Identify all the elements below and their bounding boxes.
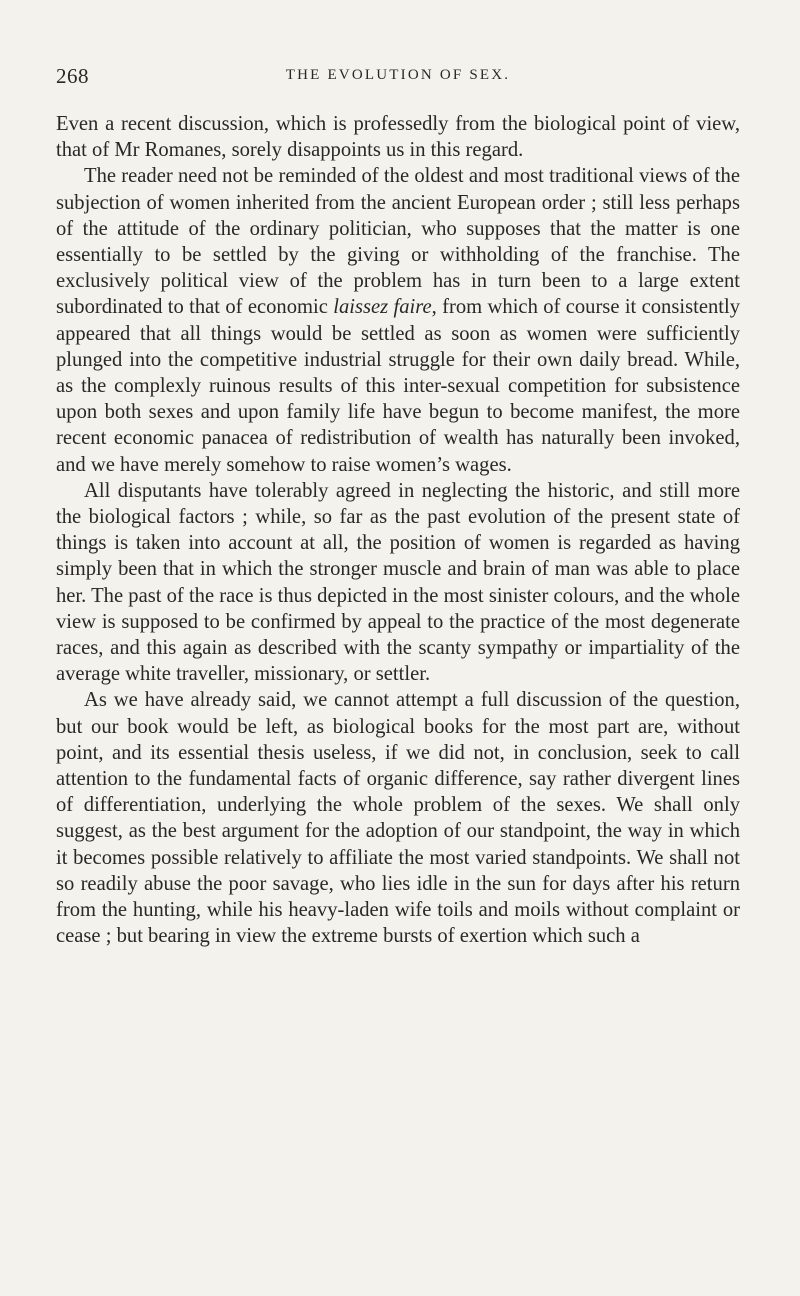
body-text [56,111,740,950]
page-header [56,64,740,94]
paragraph-2-start: The reader need not be reminded of the oldest and most traditional views of the subjection of women inherited from the ancient European order ; still less perhaps of the attitude of the ordinary politician, who supposes that the matter is one essentially to be settled by the giving or withholding of the franchise. The exclusively political view of the problem has in turn been to a large extent subordinated to that of economic [56,165,740,319]
page-number: 268 [56,64,89,88]
running-head: THE EVOLUTION OF SEX. [285,67,511,83]
paragraph-1: Even a recent discussion, which is professedly from the biological point of view, that of Mr Romanes, sorely disappoints us in this regard. [56,113,740,162]
italic-phrase: laissez faire [333,296,432,319]
paragraph-2-end: , from which of course it consistently appeared that all things would be settled as soon as women were sufficiently plunged into the competitive industrial struggle for their own daily bread. While, as the complexly ruinous results of this inter-sexual competition for subsistence upon both sexes and upon family life have begun to become manifest, the more recent economic panacea of redistribution of wealth has naturally been invoked, and we have merely somehow to raise women’s wages. [56,296,740,476]
paragraph-4: As we have already said, we cannot attempt a full discussion of the question, but our book would be left, as biological books for the most part are, without point, and its essential thesis useless, if we did not, in conclusion, seek to call attention to the fundamental facts of organic difference, say rather divergent lines of differentiation, underlying the whole problem of the sexes. We shall only suggest, as the best argument for the adoption of our standpoint, the way in which it becomes possible relatively to affiliate the most varied standpoints. We shall not so readily abuse the poor savage, who lies idle in the sun for days after his return from the hunting, while his heavy-laden wife toils and moils without complaint or cease ; but bearing in view the extreme bursts of exertion which such a [56,689,740,948]
paragraph-3: All disputants have tolerably agreed in neglecting the historic, and still more the biological factors ; while, so far as the past evolution of the present state of things is taken into account at all, the position of women is regarded as having simply been that in which the stronger muscle and brain of man was able to place her. The past of the race is thus depicted in the most sinister colours, and the whole view is supposed to be confirmed by appeal to the practice of the most degenerate races, and this again as described with the scanty sympathy or impartiality of the average white traveller, missionary, or settler. [56,479,740,686]
paragraph-2 [56,163,740,477]
